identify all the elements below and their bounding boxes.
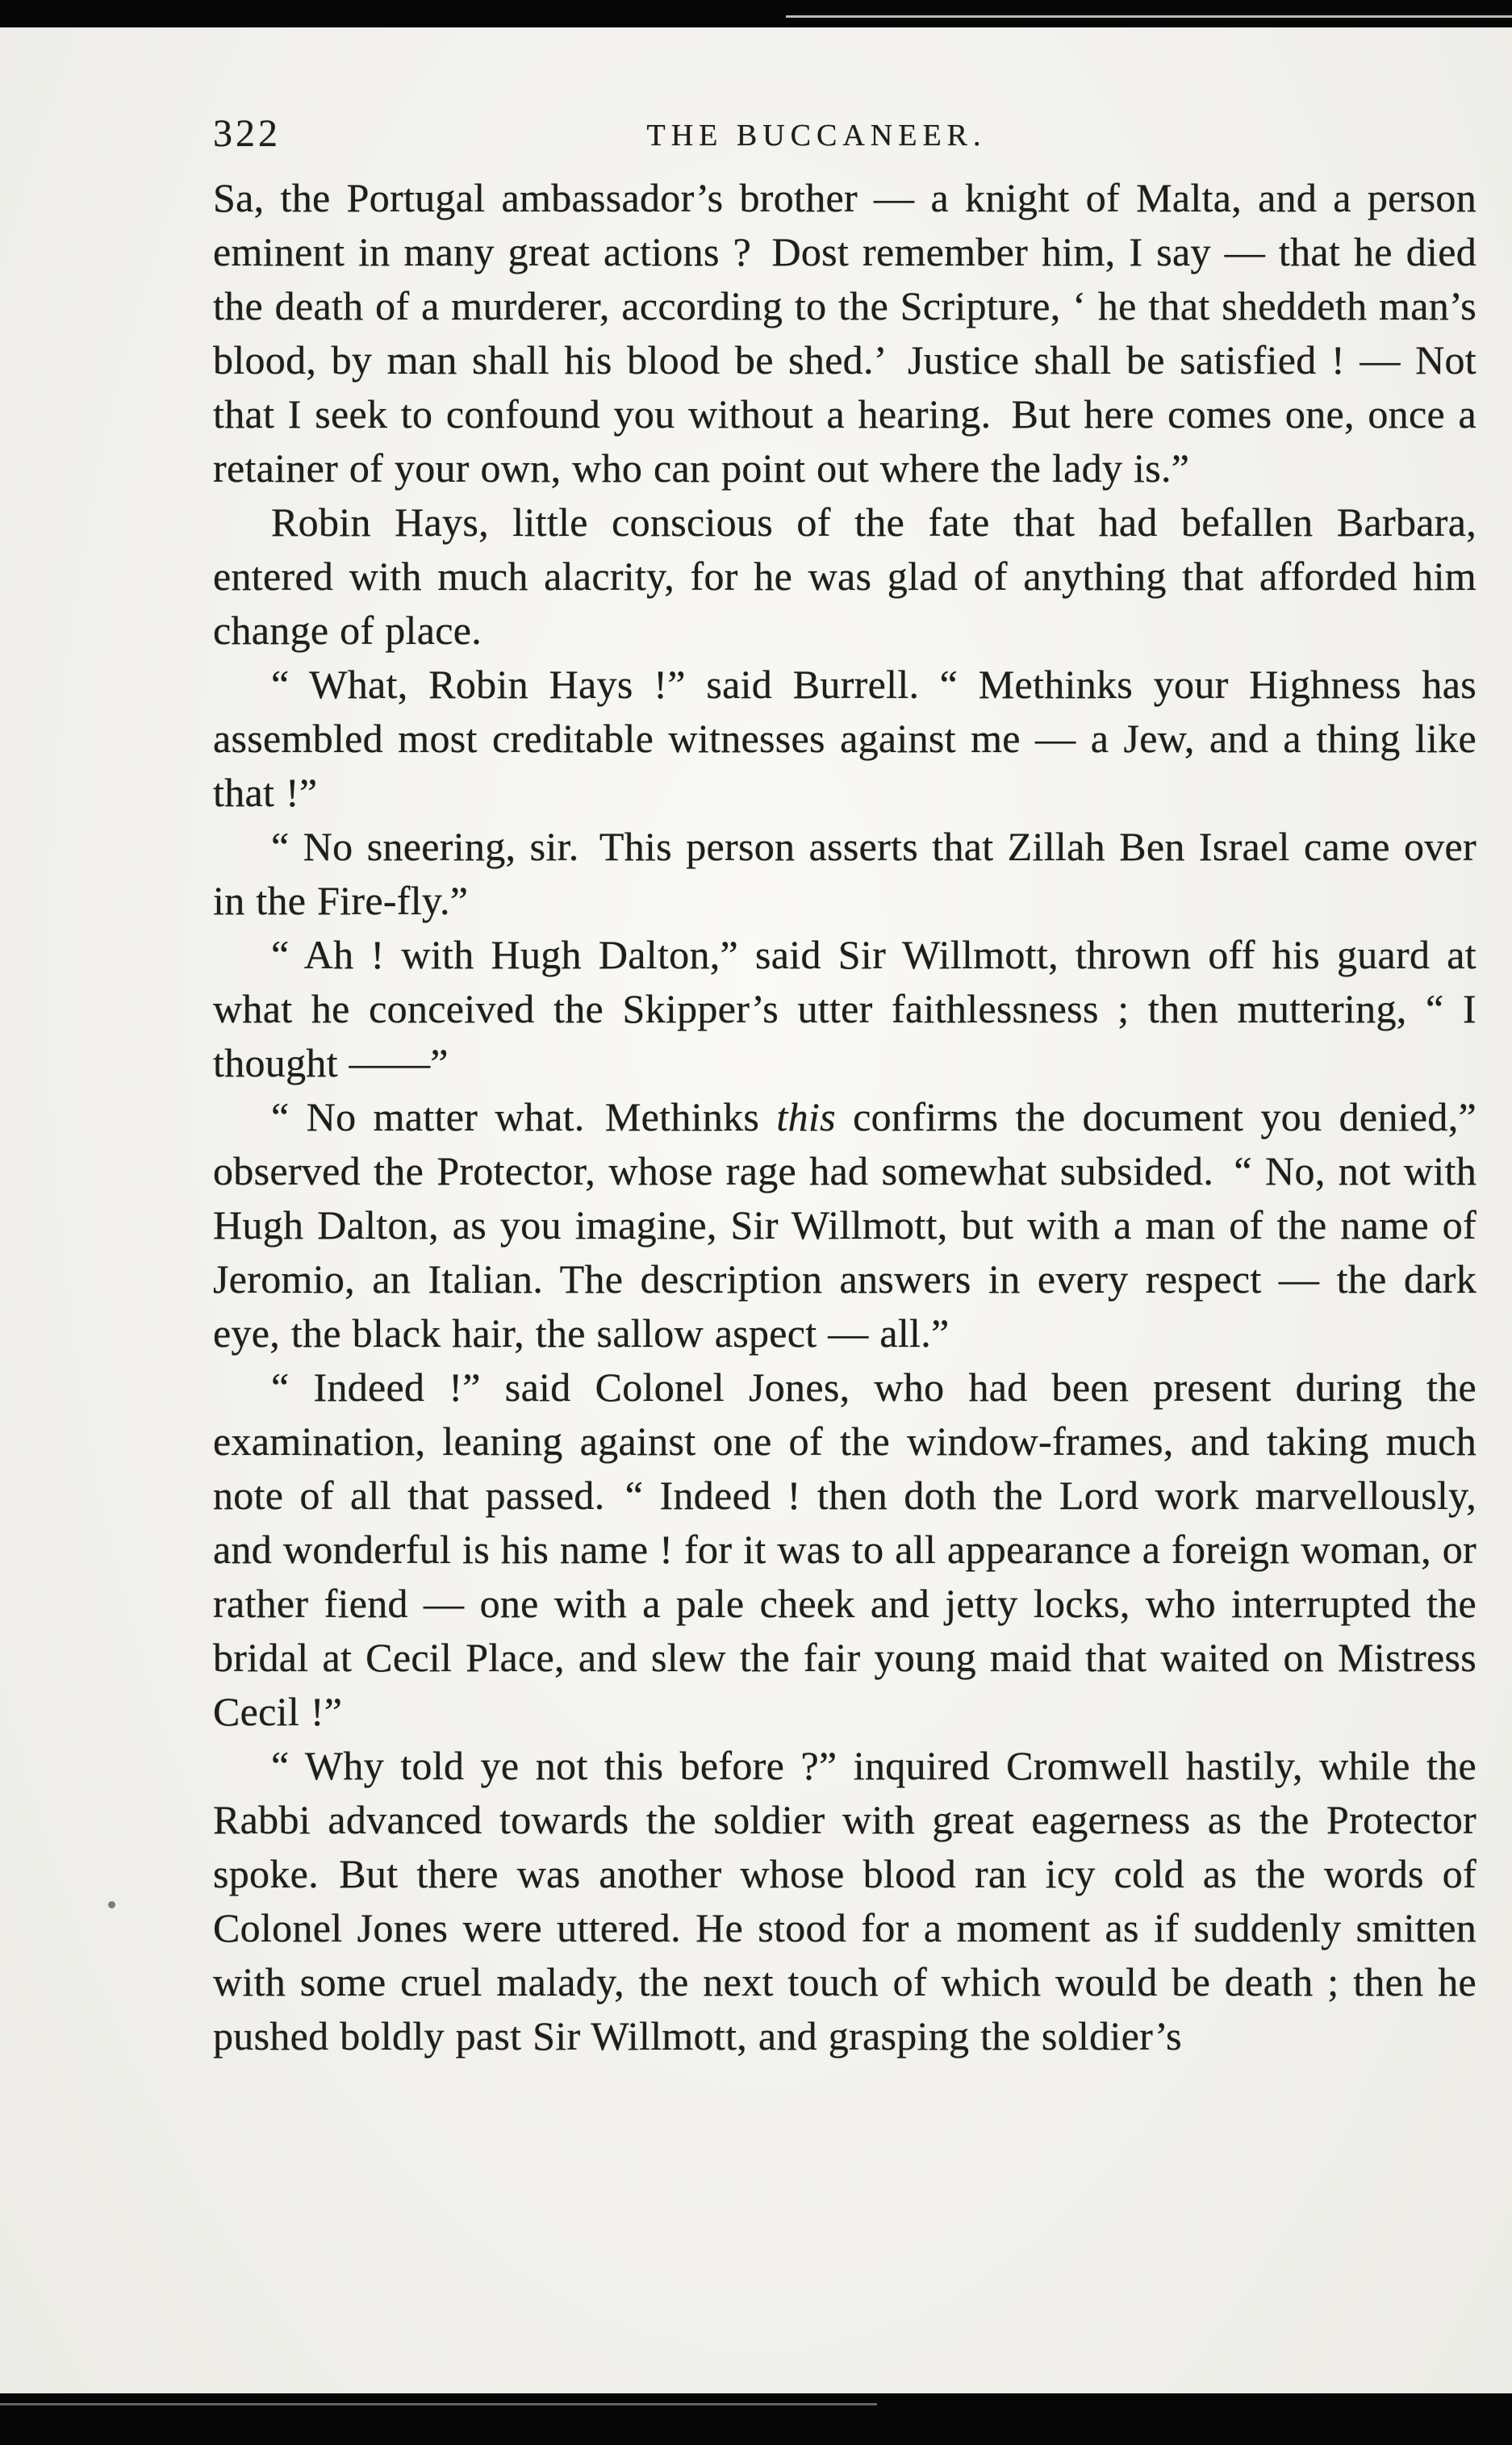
running-header: THE BUCCANEER. xyxy=(646,119,987,153)
scan-edge-bottom-streak xyxy=(0,2403,877,2405)
text-run: “ Ah ! with Hugh Dalton,” said Sir Willmott, thrown off his guard at what he conceived the Skipper’s utter faithlessness ; then muttering, “ I thought ——” xyxy=(213,932,1476,1085)
scan-edge-top-streak xyxy=(786,15,1512,18)
scan-edge-bottom xyxy=(0,2393,1512,2445)
body-text xyxy=(213,171,1476,2063)
paragraph xyxy=(213,1090,1476,1360)
scan-speck xyxy=(108,1901,115,1908)
scan-edge-top xyxy=(0,0,1512,27)
text-run: “ Indeed !” said Colonel Jones, who had been present during the examination, leaning against one of the window-frames, and taking much note of all that passed. “ Indeed ! then doth the Lord work marvellously, and wonderful is his name ! for it was to all appearance a foreign woman, or rather fiend — one with a pale cheek and jetty locks, who interrupted the bridal at Cecil Place, and slew the fair young maid that waited on Mistress Cecil !” xyxy=(213,1365,1476,1734)
paragraph xyxy=(213,171,1476,495)
text-run: “ What, Robin Hays !” said Burrell. “ Methinks your Highness has assembled most creditable witnesses against me — a Jew, and a thing like that !” xyxy=(213,662,1476,815)
paragraph xyxy=(213,658,1476,820)
text-run: Sa, the Portugal ambassador’s brother — a knight of Malta, and a person eminent in many great actions ? Dost remember him, I say — that he died the death of a murderer, according to the Scripture, ‘ he that sheddeth man’s blood, by man shall his blood be shed.’ Justice shall be satisfied ! — Not that I seek to confound you without a hearing. But here comes one, once a retainer of your own, who can point out where the lady is.” xyxy=(213,175,1476,491)
text-run: confirms the document you denied,” observed the Protector, whose rage had somewhat subsided. “ No, not with Hugh Dalton, as you imagine, Sir Willmott, but with a man of the name of Jeromio, an Italian. The description answers in every respect — the dark eye, the black hair, the sallow aspect — all.” xyxy=(213,1094,1476,1356)
italic-text: this xyxy=(776,1094,836,1139)
text-run: Robin Hays, little conscious of the fate that had befallen Barbara, entered with much alacrity, for he was glad of anything that afforded him change of place. xyxy=(213,499,1476,653)
paragraph xyxy=(213,495,1476,658)
page-header xyxy=(213,111,1476,160)
paragraph xyxy=(213,928,1476,1090)
paragraph xyxy=(213,1739,1476,2063)
text-run: “ No sneering, sir. This person asserts that Zillah Ben Israel came over in the Fire-fly.” xyxy=(213,824,1476,923)
text-run: “ No matter what. Methinks xyxy=(271,1094,777,1139)
paragraph xyxy=(213,820,1476,928)
paragraph xyxy=(213,1360,1476,1739)
page-number: 322 xyxy=(213,112,281,155)
text-run: “ Why told ye not this before ?” inquired Cromwell hastily, while the Rabbi advanced towards the soldier with great eagerness as the Protector spoke. But there was another whose blood ran icy cold as the words of Colonel Jones were uttered. He stood for a moment as if suddenly smitten with some cruel malady, the next touch of which would be death ; then he pushed boldly past Sir Willmott, and grasping the soldier’s xyxy=(213,1743,1476,2058)
